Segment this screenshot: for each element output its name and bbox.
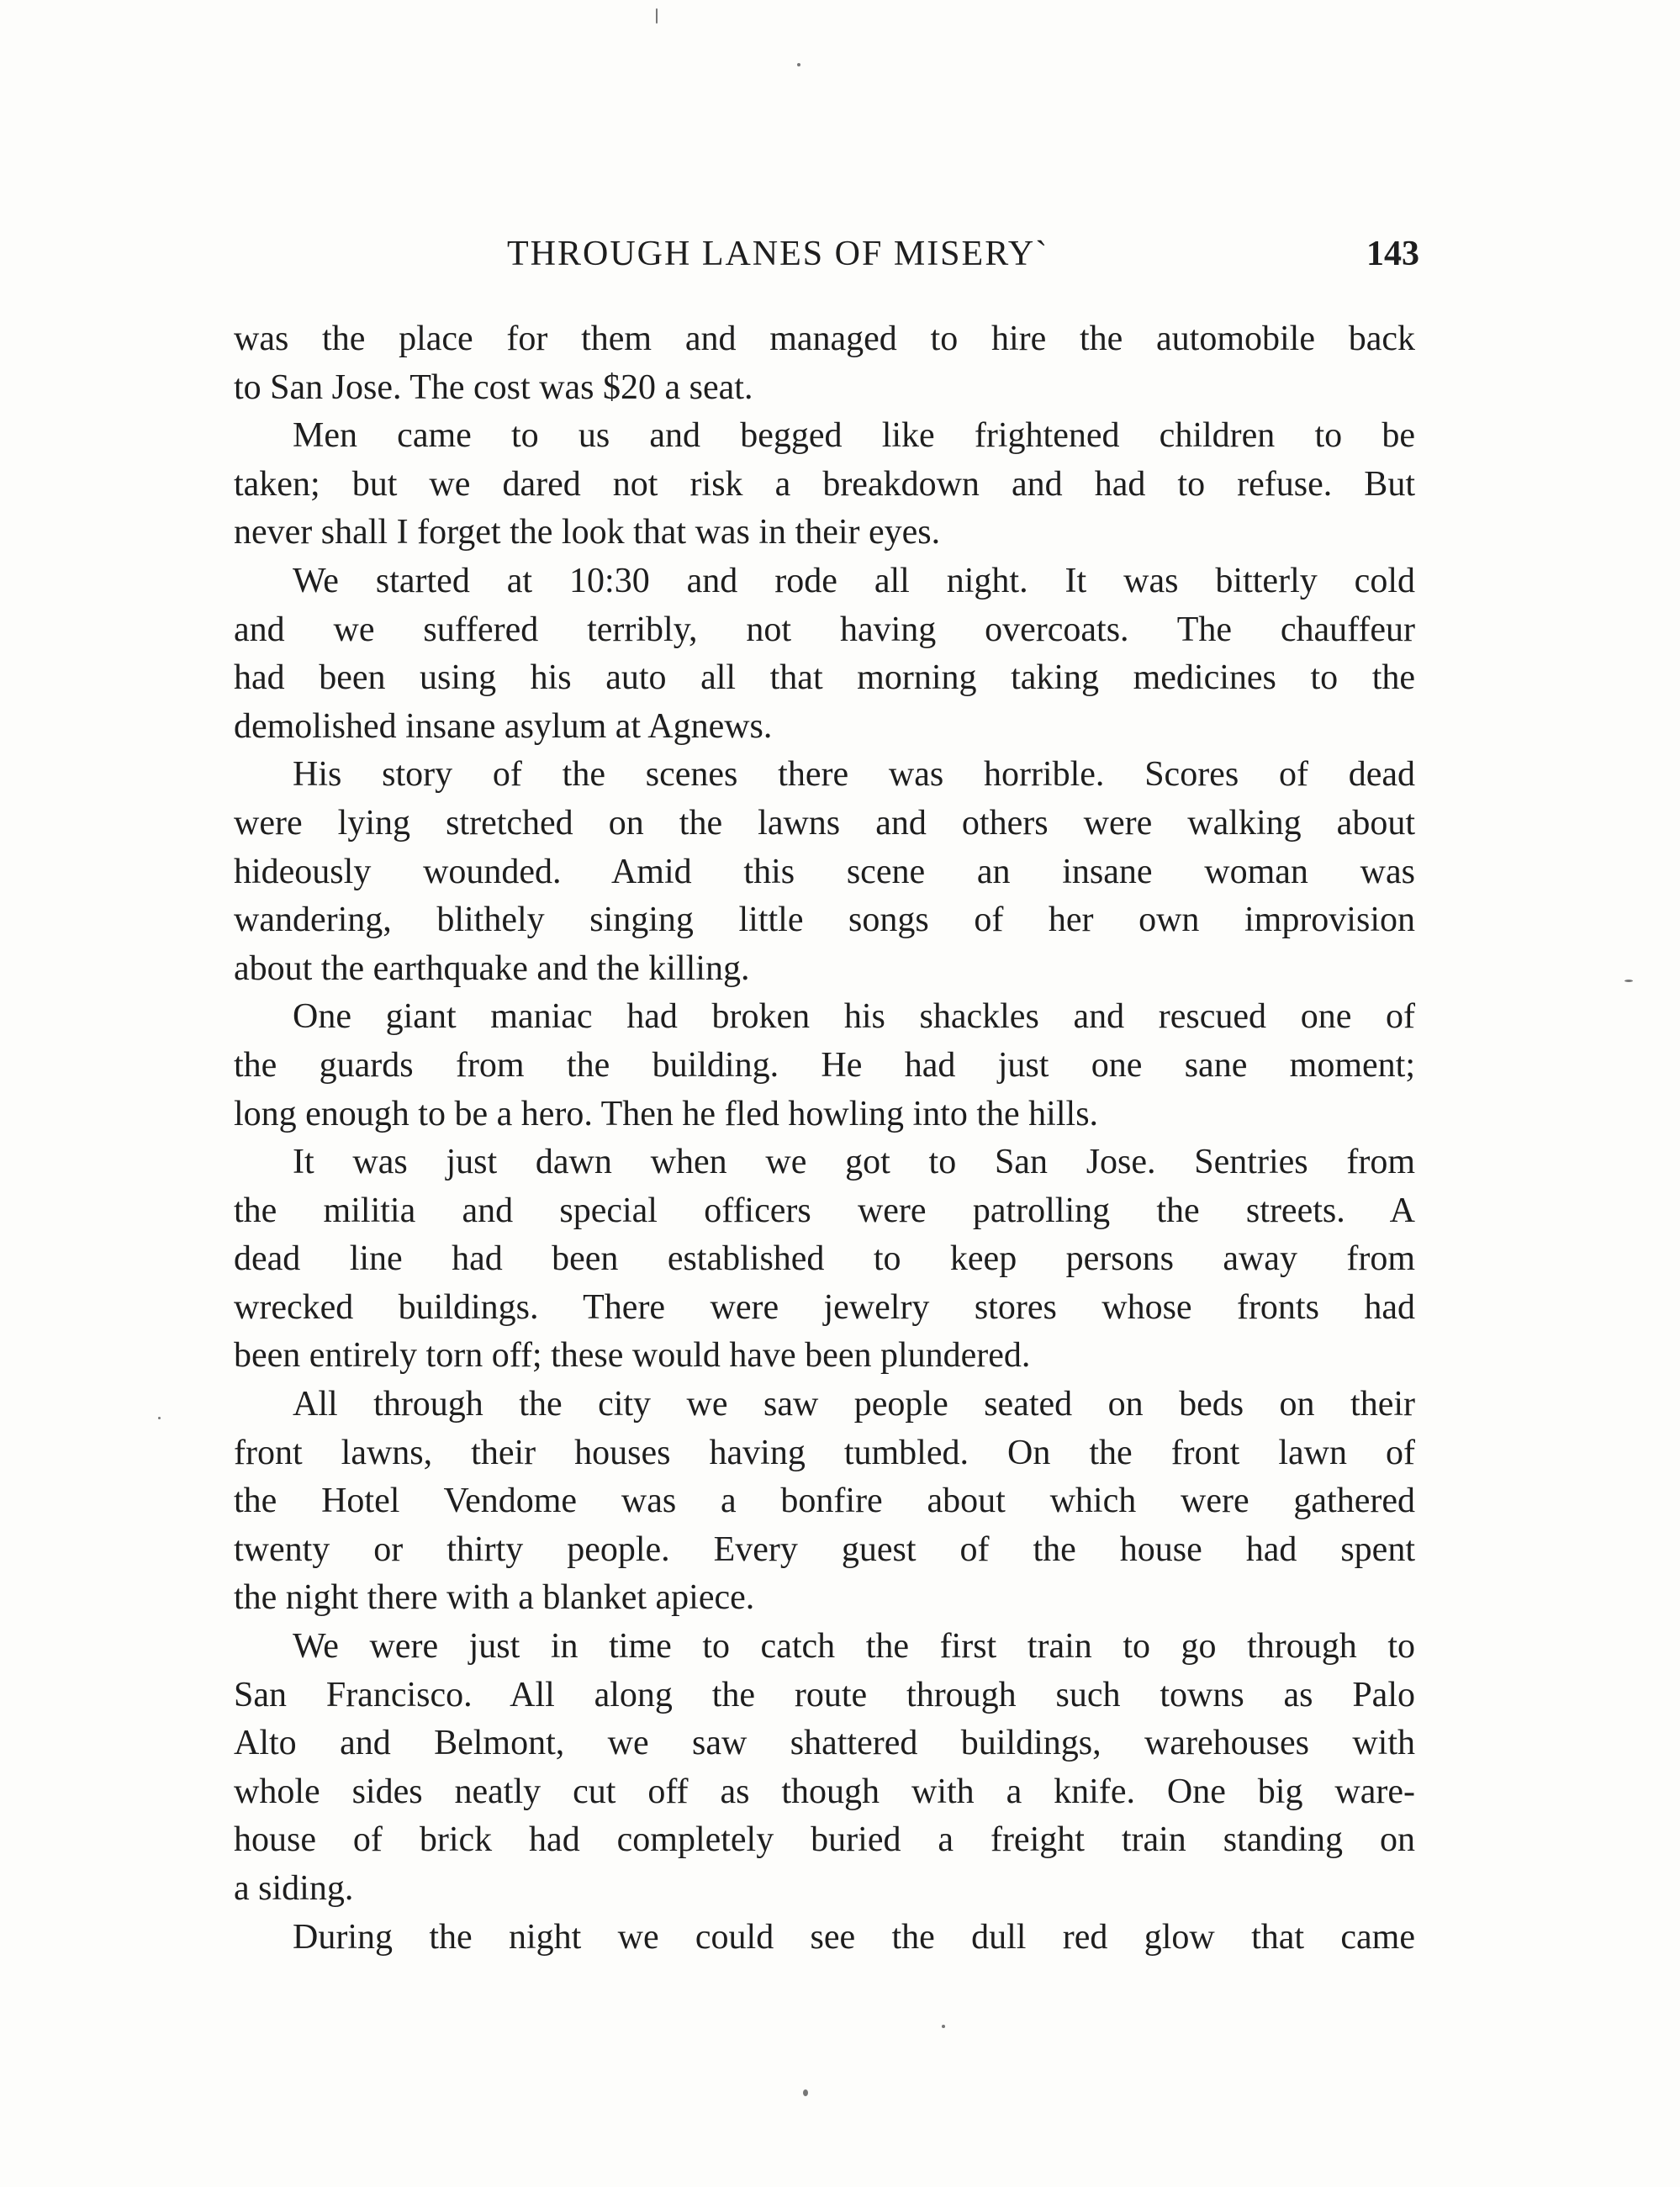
text-line: been entirely torn off; these would have been plundered. [234, 1336, 1031, 1376]
text-line: During the night we could see the dull red glow that came [293, 1917, 1415, 1957]
text-line: the night there with a blanket apiece. [234, 1578, 755, 1618]
text-line: a siding. [234, 1869, 354, 1908]
text-line: the guards from the building. He had just one sane moment; [234, 1045, 1415, 1085]
scan-speck [158, 1417, 161, 1419]
page-header [234, 234, 1419, 293]
text-line: Men came to us and begged like frightened children to be [293, 416, 1415, 456]
text-line: never shall I forget the look that was in their eyes. [234, 513, 941, 552]
page-number: 143 [1366, 235, 1419, 273]
text-line: front lawns, their houses having tumbled. On the front lawn of [234, 1433, 1415, 1472]
body-text [234, 315, 1415, 1962]
text-line: long enough to be a hero. Then he fled howling into the hills. [234, 1094, 1099, 1133]
text-line: hideously wounded. Amid this scene an insane woman was [234, 852, 1415, 891]
text-line: the militia and special officers were patrolling the streets. A [234, 1191, 1415, 1230]
scan-speck [797, 63, 800, 66]
text-line: had been using his auto all that morning taking medicines to the [234, 658, 1415, 698]
text-line: was the place for them and managed to hire the automobile back [234, 320, 1415, 358]
text-line: demolished insane asylum at Agnews. [234, 706, 773, 746]
text-line: the Hotel Vendome was a bonfire about which were gathered [234, 1482, 1415, 1521]
text-line: wrecked buildings. There were jewelry stores whose fronts had [234, 1287, 1415, 1327]
scan-speck [1625, 980, 1633, 982]
text-line: We were just in time to catch the first train to go through to [293, 1627, 1415, 1667]
text-line: His story of the scenes there was horrible. Scores of dead [293, 755, 1415, 795]
text-line: taken; but we dared not risk a breakdown and had to refuse. But [234, 464, 1415, 504]
text-line: dead line had been established to keep persons away from [234, 1239, 1415, 1279]
text-line: about the earthquake and the killing. [234, 948, 750, 988]
text-line: All through the city we saw people seated on beds on their [293, 1385, 1415, 1424]
text-line: wandering, blithely singing little songs of her own improvision [234, 901, 1415, 940]
scan-speck [942, 2025, 945, 2028]
text-line: twenty or thirty people. Every guest of the house had spent [234, 1529, 1415, 1569]
text-line: San Francisco. All along the route through such towns as Palo [234, 1675, 1415, 1714]
text-line: house of brick had completely buried a freight train standing on [234, 1820, 1415, 1860]
text-line: We started at 10:30 and rode all night. It was bitterly cold [293, 561, 1415, 600]
scan-speck [656, 8, 658, 24]
text-line: One giant maniac had broken his shackles and rescued one of [293, 997, 1415, 1037]
scan-speck [803, 2089, 808, 2096]
text-line: whole sides neatly cut off as though with a knife. One big ware- [234, 1772, 1415, 1811]
text-line: were lying stretched on the lawns and others were walking about [234, 803, 1415, 843]
text-line: Alto and Belmont, we saw shattered buildings, warehouses with [234, 1724, 1415, 1763]
text-line: It was just dawn when we got to San Jose. Sentries from [293, 1143, 1415, 1182]
running-title: THROUGH LANES OF MISERY` [507, 235, 1049, 273]
text-line: and we suffered terribly, not having overcoats. The chauffeur [234, 610, 1415, 649]
text-line: to San Jose. The cost was $20 a seat. [234, 367, 753, 407]
